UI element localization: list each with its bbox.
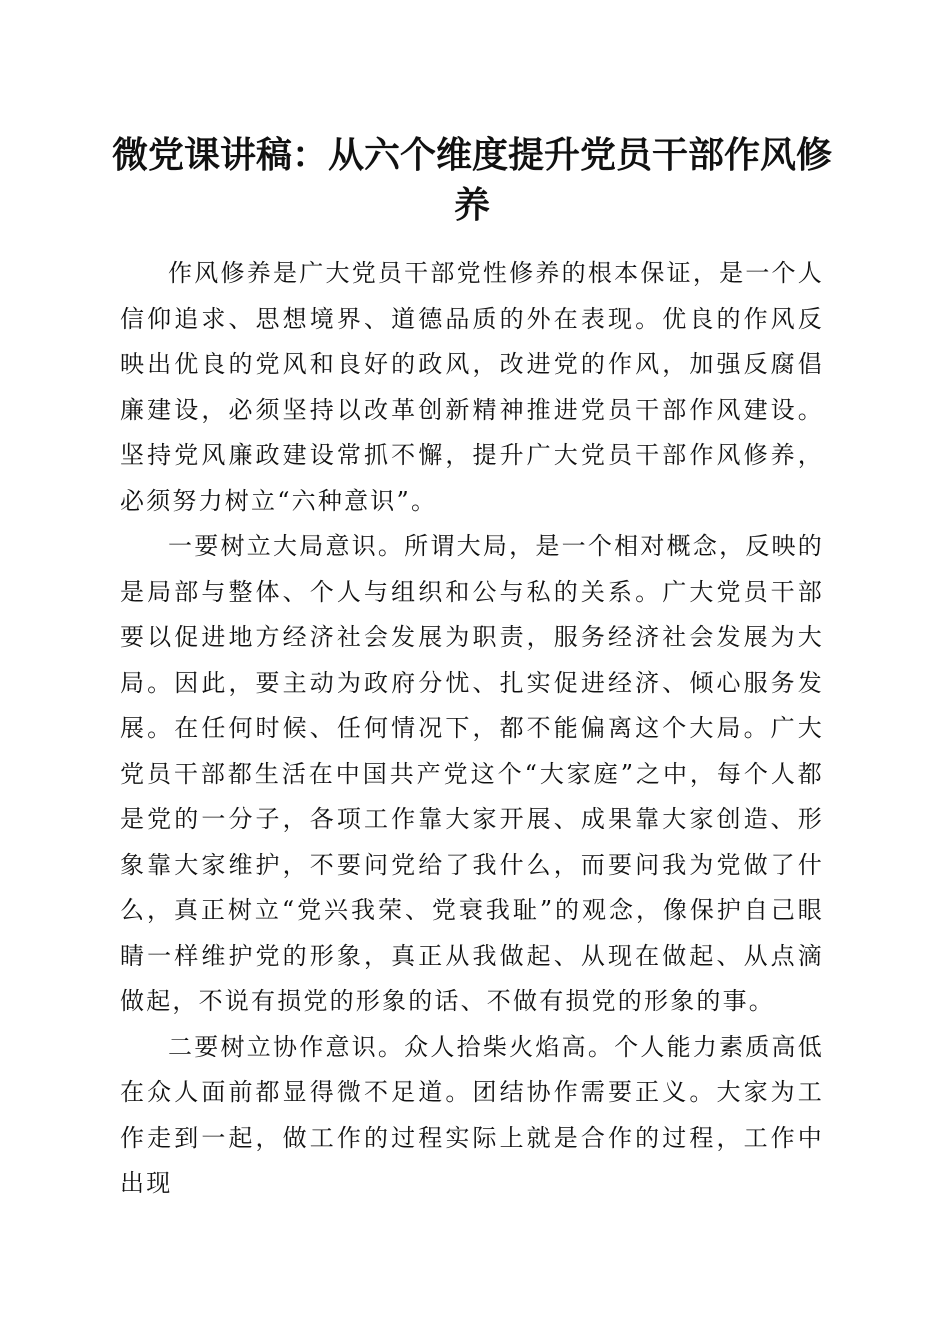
document-title: 微党课讲稿：从六个维度提升党员干部作风修养 xyxy=(112,134,833,226)
document-body xyxy=(120,251,824,1207)
paragraph-intro: 作风修养是广大党员干部党性修养的根本保证，是一个人信仰追求、思想境界、道德品质的外在表现。优良的作风反映出优良的党风和良好的政风，改进党的作风，加强反腐倡廉建设，必须坚持以改革创新精神推进党员干部作风建设。坚持党风廉政建设常抓不懈，提升广大党员干部作风修养，必须努力树立“六种意识”。 xyxy=(120,259,824,515)
paragraph-overall-awareness: 一要树立大局意识。所谓大局，是一个相对概念，反映的是局部与整体、个人与组织和公与私的关系。广大党员干部要以促进地方经济社会发展为职责，服务经济社会发展为大局。因此，要主动为政府分忧、扎实促进经济、倾心服务发展。在任何时候、任何情况下，都不能偏离这个大局。广大党员干部都生活在中国共产党这个“大家庭”之中，每个人都是党的一分子，各项工作靠大家开展、成果靠大家创造、形象靠大家维护，不要问党给了我什么，而要问我为党做了什么，真正树立“党兴我荣、党衰我耻”的观念，像保护自己眼睛一样维护党的形象，真正从我做起、从现在做起、从点滴做起，不说有损党的形象的话、不做有损党的形象的事。 xyxy=(120,532,824,1015)
paragraph-cooperation-awareness: 二要树立协作意识。众人拾柴火焰高。个人能力素质高低在众人面前都显得微不足道。团结协作需要正义。大家为工作走到一起，做工作的过程实际上就是合作的过程，工作中出现 xyxy=(120,1032,824,1197)
